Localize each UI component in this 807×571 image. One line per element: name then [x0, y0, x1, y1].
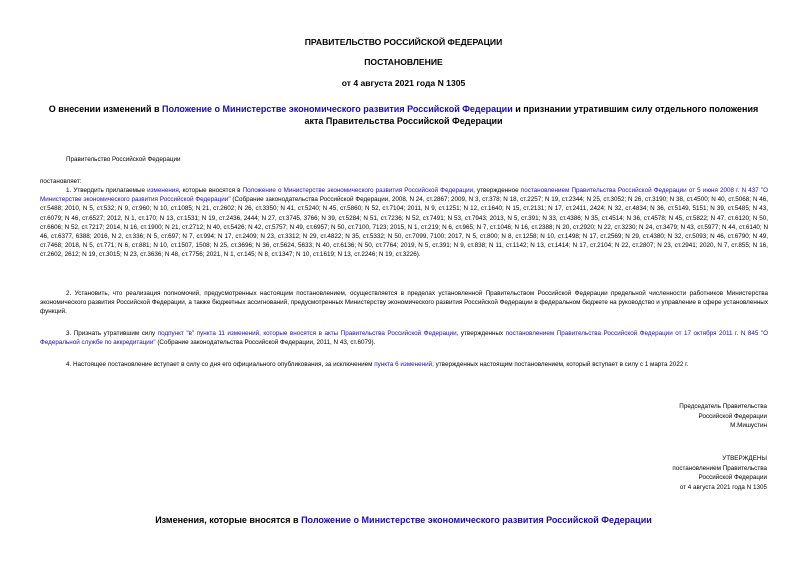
annex-title-text: Изменения, которые вносятся в — [155, 515, 302, 525]
item1-text-3: , утвержденное — [473, 187, 521, 194]
item-1 — [40, 186, 768, 260]
item3-link-decree-845[interactable]: постановлением Правительства Российской Федерации от 17 октября 2011 г. N 845 "О Федеральной службе по аккредитации" — [40, 330, 768, 347]
signature-block — [679, 402, 767, 431]
title-link-regulation[interactable]: Положение о Министерстве экономического развития Российской Федерации — [162, 104, 513, 114]
signature-name: М.Мишустин — [730, 422, 767, 430]
annex-title-link[interactable]: Положение о Министерстве экономического развития Российской Федерации — [301, 515, 652, 525]
approved-line-2: Российской Федерации — [698, 474, 767, 482]
item1-link-decree-437[interactable]: постановлением Правительства Российской Федерации от 5 июня 2008 г. N 437 "О Министерстве экономического развития Российской Федерации" — [40, 187, 768, 204]
government-heading: ПРАВИТЕЛЬСТВО РОССИЙСКОЙ ФЕДЕРАЦИИ — [304, 37, 503, 47]
signature-line-1: Председатель Правительства — [679, 403, 767, 410]
item4-text-1: 4. Настоящее постановление вступает в силу со дня его официального опубликования, за исключением — [66, 361, 375, 368]
title-text-2: и признании утратившим силу отдельного положения акта Правительства Российской Федерации — [304, 104, 759, 126]
item1-text-2: , которые вносятся в — [178, 187, 243, 194]
approved-heading: УТВЕРЖДЕНЫ — [722, 455, 767, 462]
item3-text-1: 3. Признать утратившим силу — [66, 330, 158, 337]
item3-text-2: , утвержденных — [456, 330, 506, 337]
item1-text-1: 1. Утвердить прилагаемые — [66, 187, 148, 194]
item-2: 2. Установить, что реализация полномочий, предусмотренных настоящим постановлением, осуществляется в пределах установленной Правительством Российской Федерации предельной численности работников Министерства экономического развития Российской Федерации, а также бюджетных ассигнований, предусмотренных Министерству экономического развития Российской Федерации в федеральном бюджете на руководство и управление в сфере установленных функций. — [40, 290, 768, 316]
item-4 — [40, 360, 768, 369]
item1-link-changes[interactable]: изменения — [147, 187, 179, 194]
preamble-authority: Правительство Российской Федерации — [66, 156, 181, 163]
document-title — [40, 104, 767, 127]
item-3 — [40, 329, 768, 347]
approved-line-1: постановлением Правительства — [672, 464, 767, 472]
item4-link-point-6[interactable]: пункта 6 изменений — [374, 361, 433, 368]
item3-text-3: (Собрание законодательства Российской Федерации, 2011, N 43, ст.6079). — [155, 339, 376, 347]
approved-line-3: от 4 августа 2021 года N 1305 — [679, 483, 767, 491]
signature-line-2: Российской Федерации — [698, 412, 767, 420]
item1-link-regulation[interactable]: Положение о Министерстве экономического развития Российской Федерации — [242, 187, 474, 194]
preamble-decides: постановляет: — [40, 178, 82, 185]
annex-title — [0, 515, 807, 525]
title-text-1: О внесении изменений в — [48, 104, 163, 114]
doc-type-heading: ПОСТАНОВЛЕНИЕ — [364, 57, 443, 67]
item4-text-2: , утвержденных настоящим постановлением, который вступает в силу с 1 марта 2022 г. — [432, 361, 689, 368]
date-number-heading: от 4 августа 2021 года N 1305 — [341, 78, 466, 88]
item3-link-subparagraph[interactable]: подпункт "в" пункта 11 изменений, которые вносятся в акты Правительства Российской Федерации — [157, 330, 457, 337]
approved-block — [672, 454, 767, 492]
item1-text-4: (Собрание законодательства Российской Федерации, 2008, N 24, ст.2867; 2009, N 3, ст.378; N 18, ст.2257; N 19, ст.2344; N 25, ст.3052; N 26, ст.3190; N 38, ст.4500; N 40, ст.5068; N 46, ст.5488; 2010, N 5, ст.532; N 9, ст.960; N 10, ст.1085; N 21, ст.2602; N 26, ст.3350; N 41, ст.5240; N 45, ст.5860; N 52, ст.7104; 2011, N 9, ст.1251; N 12, ст.1640; N 15, ст.2131; N 17, ст.2411, 2424; N 32, ст.4834; N 36, ст.5149, 5151; N 39, ст.5485; N 43, ст.6079; N 46, ст.6527; 2012, N 1, ст.170; N 13, ст.1531; N 19, ст.2436, 2444; N 27, ст.3745, 3766; N 39, ст.5284; N 51, ст.7236; N 52, ст.7491; N 53, ст.7943; 2013, N 5, ст.391; N 33, ст.4386; N 35, ст.4514; N 36, ст.4578; N 45, ст.5822; N 47, ст.6120; N 50, ст.6606; N 52, ст.7217; 2014, N 16, ст.1900; N 21, ст.2712; N 40, ст.5426; N 42, ст.5757; N 49, ст.6957; N 50, ст.7100, 7123; 2015, N 1, ст.219; N 6, ст.965; N 7, ст.1046; N 16, ст.2388; N 20, ст.2920; N 22, ст.3230; N 24, ст.3479; N 43, ст.5977; N 44, ст.6140; N 46, ст.6377, 6388; 2016, N 2, ст.336; N 5, ст.697; N 7, ст.994; N 17, ст.2409; N 23, ст.3312; N 29, ст.4822; N 35, ст.5332; N 50, ст.7099, 7100; 2017, N 5, ст.800; N 8, ст.1258; N 10, ст.1498; N 17, ст.2569; N 29, ст.4380; N 32, ст.5093; N 46, ст.6790; N 49, ст.7468; 2018, N 5, ст.771; N 6, ст.881; N 10, ст.1507, 1508; N 25, ст.3696; N 36, ст.5624, 5633; N 40, ст.6136; N 50, ст.7764; 2019, N 5, ст.391; N 9, ст.838; N 11, ст.1142; N 13, ст.1414; N 17, ст.2104; N 22, ст.2807; N 23, ст.2941; 2020, N 7, ст.855; N 16, ст.2602, 2612; N 19, ст.3015; N 23, ст.3636; N 48, ст.7756; 2021, N 1, ст.145; N 8, ст.1347; N 10, ст.1619; N 13, ст.2246; N 19, ст.3226). — [40, 196, 768, 259]
